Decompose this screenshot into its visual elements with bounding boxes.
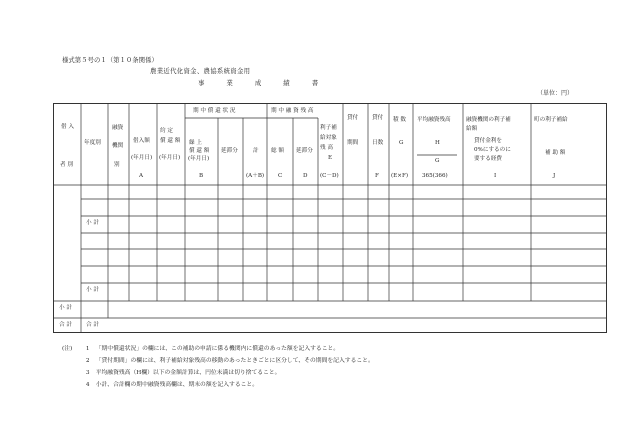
note-4	[62, 379, 258, 388]
row-subtotal-1: 小 計	[86, 220, 99, 226]
header-repay-total: 計	[253, 148, 259, 154]
header-institution-3: 別	[114, 162, 120, 168]
unit-note: （単位：円）	[537, 90, 574, 97]
note-3	[62, 367, 280, 376]
header-product: 積 数	[393, 117, 406, 123]
header-contract-2: 償 還 額	[160, 138, 181, 144]
symbol-i: I	[494, 173, 497, 179]
symbol-d: D	[303, 173, 308, 179]
symbol-e: E	[328, 155, 333, 161]
note-text: 「期中償還状況」の欄には、この補助の申請に係る機関内に償還のあった額を記入すること。	[95, 346, 340, 352]
header-subsidy-desc-1: 貸付金利を	[474, 138, 502, 144]
header-interest-1: 利子補	[320, 125, 337, 131]
title-line-1: 農業近代化資金、農協系統資金用	[150, 67, 251, 75]
note-number: 1	[85, 346, 90, 352]
header-subsidy-desc-3: 要する経費	[474, 156, 502, 162]
header-balance-overdue: 延滞分	[296, 148, 313, 154]
header-overdue: 延滞分	[221, 148, 238, 154]
results-table	[53, 103, 607, 333]
header-days-bottom: 日数	[372, 140, 384, 146]
header-interest-2: 給対象	[320, 135, 337, 141]
symbol-b: B	[199, 173, 204, 179]
header-term-top: 貸付	[347, 115, 359, 121]
header-term-bottom: 期間	[347, 140, 359, 146]
header-town-subsidy: 町の利子補給	[534, 117, 568, 123]
symbol-days: 365(366)	[422, 173, 448, 179]
symbol-c: C	[278, 173, 283, 179]
header-year: 年度別	[84, 140, 101, 146]
symbol-g-bottom: G	[435, 158, 440, 164]
note-number: 2	[85, 358, 90, 364]
header-institution-1: 融資	[112, 125, 124, 131]
note-text: 「貸付期間」の欄には、利子補給対象残高の移動のあったときごとに区分して、その期間を記入すること。	[95, 358, 374, 364]
symbol-h: H	[435, 140, 440, 146]
note-number: 3	[85, 370, 90, 376]
note-marker: (注)	[62, 346, 73, 352]
row-subtotal-3: 小 計	[59, 305, 72, 311]
symbol-j: J	[553, 173, 556, 179]
header-loan-amount: 借入額	[133, 138, 150, 144]
header-days-top: 貸付	[372, 115, 384, 121]
title-line-2: 事 業 成 績 書	[198, 79, 319, 87]
note-text: 平均融資残高（H欄）以下の金額計算は、円位未満は切り捨てること。	[95, 370, 281, 376]
symbol-f: F	[375, 173, 379, 179]
note-2	[62, 355, 374, 364]
header-avg-balance: 平均融資残高	[417, 117, 451, 123]
header-subsidy-2: 給額	[466, 126, 478, 132]
note-text: 小計、合計欄の期中融資残高欄は、期末の額を記入すること。	[95, 382, 259, 388]
form-label: 様式第５号の１（第１０条関係）	[62, 56, 158, 64]
header-institution-2: 機関	[112, 143, 124, 149]
header-repayment-group: 期 中 償 還 状 況	[193, 108, 236, 114]
header-early-2: 償 還 額	[189, 148, 210, 154]
row-total-right: 合 計	[86, 322, 99, 328]
symbol-cmd: (C－D)	[320, 173, 339, 179]
symbol-exf: (E×F)	[391, 173, 409, 179]
header-contract-date: (年月日)	[159, 155, 181, 161]
symbol-apb: (A＋B)	[246, 173, 265, 179]
header-borrower-bottom: 者 別	[60, 162, 73, 168]
header-total: 総 額	[271, 148, 284, 154]
symbol-a: A	[139, 173, 144, 179]
header-early-1: 繰 上	[189, 140, 202, 146]
row-subtotal-2: 小 計	[86, 287, 99, 293]
header-subsidy-desc-2: 0%にするのに	[474, 147, 511, 153]
header-contract-1: 約 定	[160, 128, 173, 134]
header-balance-group: 期 中 融 資 残 高	[271, 108, 314, 114]
header-loan-date: (年月日)	[131, 155, 153, 161]
row-total-left: 合 計	[59, 322, 72, 328]
header-early-date: (年月日)	[188, 156, 210, 162]
note-number: 4	[85, 382, 90, 388]
header-subsidy-1: 融資機関の利子補	[466, 117, 511, 123]
header-interest-3: 残 高	[320, 145, 333, 151]
note-1	[62, 343, 339, 352]
symbol-g-top: G	[399, 140, 404, 146]
header-borrower-top: 借 入	[61, 124, 74, 130]
header-town-amount: 補 助 額	[545, 150, 566, 156]
